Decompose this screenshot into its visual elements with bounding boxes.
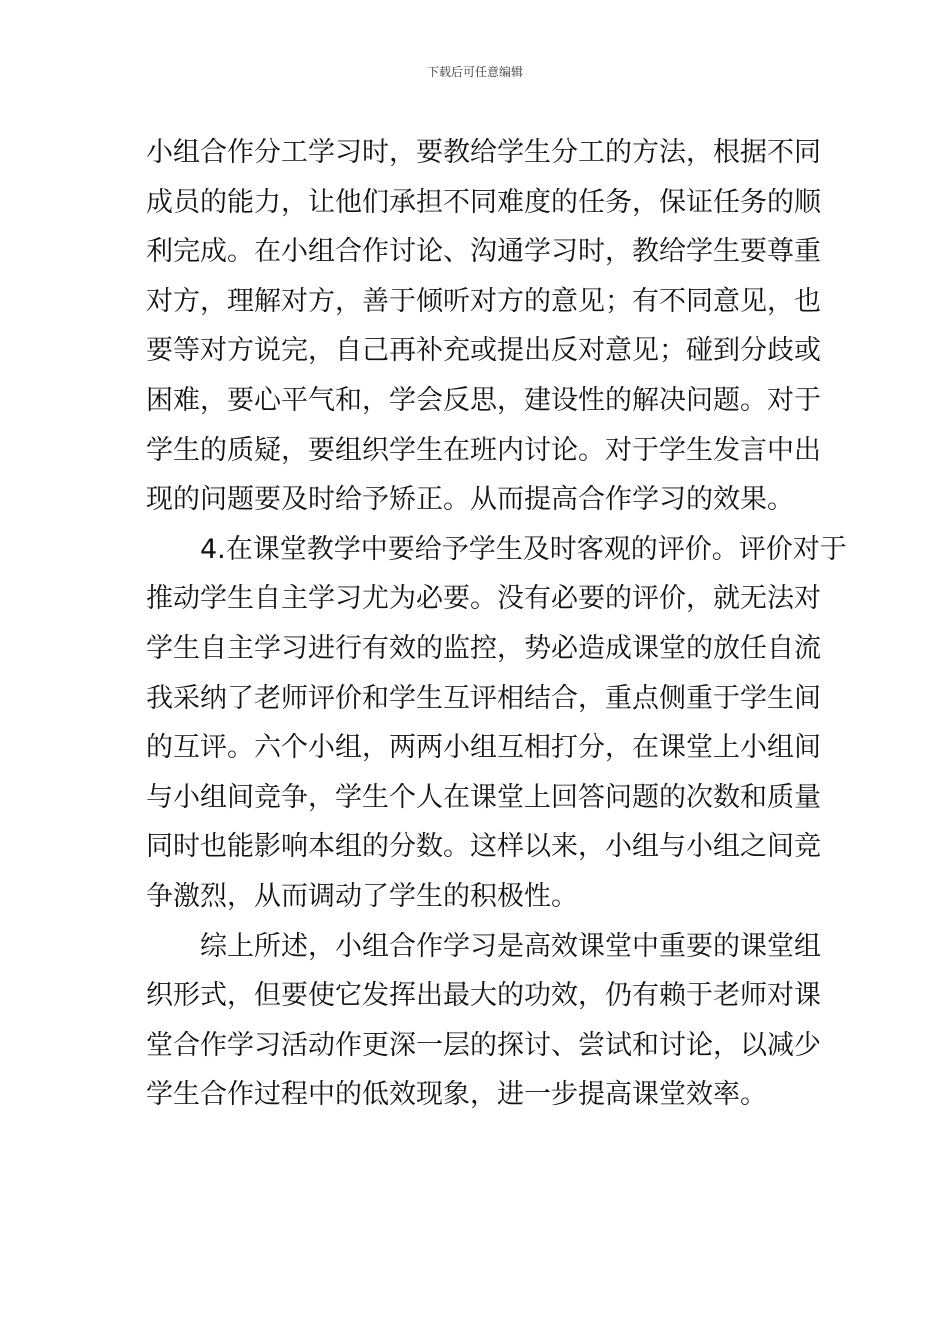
text-line: 4.在课堂教学中要给予学生及时客观的评价。评价对于 — [200, 533, 847, 565]
text-line: 争激烈，从而调动了学生的积极性。 — [146, 880, 578, 912]
text-line: 现的问题要及时给予矫正。从而提高合作学习的效果。 — [146, 484, 794, 516]
text-line: 对方，理解对方，善于倾听对方的意见；有不同意见，也 — [146, 285, 821, 317]
text-line: 要等对方说完，自己再补充或提出反对意见；碰到分歧或 — [146, 335, 821, 367]
text-line: 与小组间竞争，学生个人在课堂上回答问题的次数和质量 — [146, 781, 821, 813]
text-line: 学生自主学习进行有效的监控，势必造成课堂的放任自流 — [146, 632, 821, 664]
text-line: 推动学生自主学习尤为必要。没有必要的评价，就无法对 — [146, 583, 821, 615]
text-line: 学生合作过程中的低效现象，进一步提高课堂效率。 — [146, 1079, 767, 1111]
text-line: 堂合作学习活动作更深一层的探讨、尝试和讨论，以减少 — [146, 1029, 821, 1061]
document-body — [146, 128, 847, 1120]
text-line: 成员的能力，让他们承担不同难度的任务，保证任务的顺 — [146, 186, 821, 218]
text-line: 利完成。在小组合作讨论、沟通学习时，教给学生要尊重 — [146, 236, 821, 268]
paragraph-1 — [146, 128, 821, 525]
text-line: 织形式，但要使它发挥出最大的功效，仍有赖于老师对课 — [146, 980, 821, 1012]
header-note: 下载后可任意编辑 — [426, 65, 523, 79]
text-line: 综上所述，小组合作学习是高效课堂中重要的课堂组 — [200, 930, 821, 962]
paragraph-3 — [146, 922, 821, 1120]
paragraph-2 — [146, 525, 847, 922]
text-line: 的互评。六个小组，两两小组互相打分，在课堂上小组间 — [146, 732, 821, 764]
text-line: 我采纳了老师评价和学生互评相结合，重点侧重于学生间 — [146, 682, 821, 714]
text-line: 同时也能影响本组的分数。这样以来，小组与小组之间竞 — [146, 831, 821, 863]
text-line: 困难，要心平气和，学会反思，建设性的解决问题。对于 — [146, 384, 821, 416]
text-line: 学生的质疑，要组织学生在班内讨论。对于学生发言中出 — [146, 434, 821, 466]
text-line: 小组合作分工学习时，要教给学生分工的方法，根据不同 — [146, 137, 821, 168]
